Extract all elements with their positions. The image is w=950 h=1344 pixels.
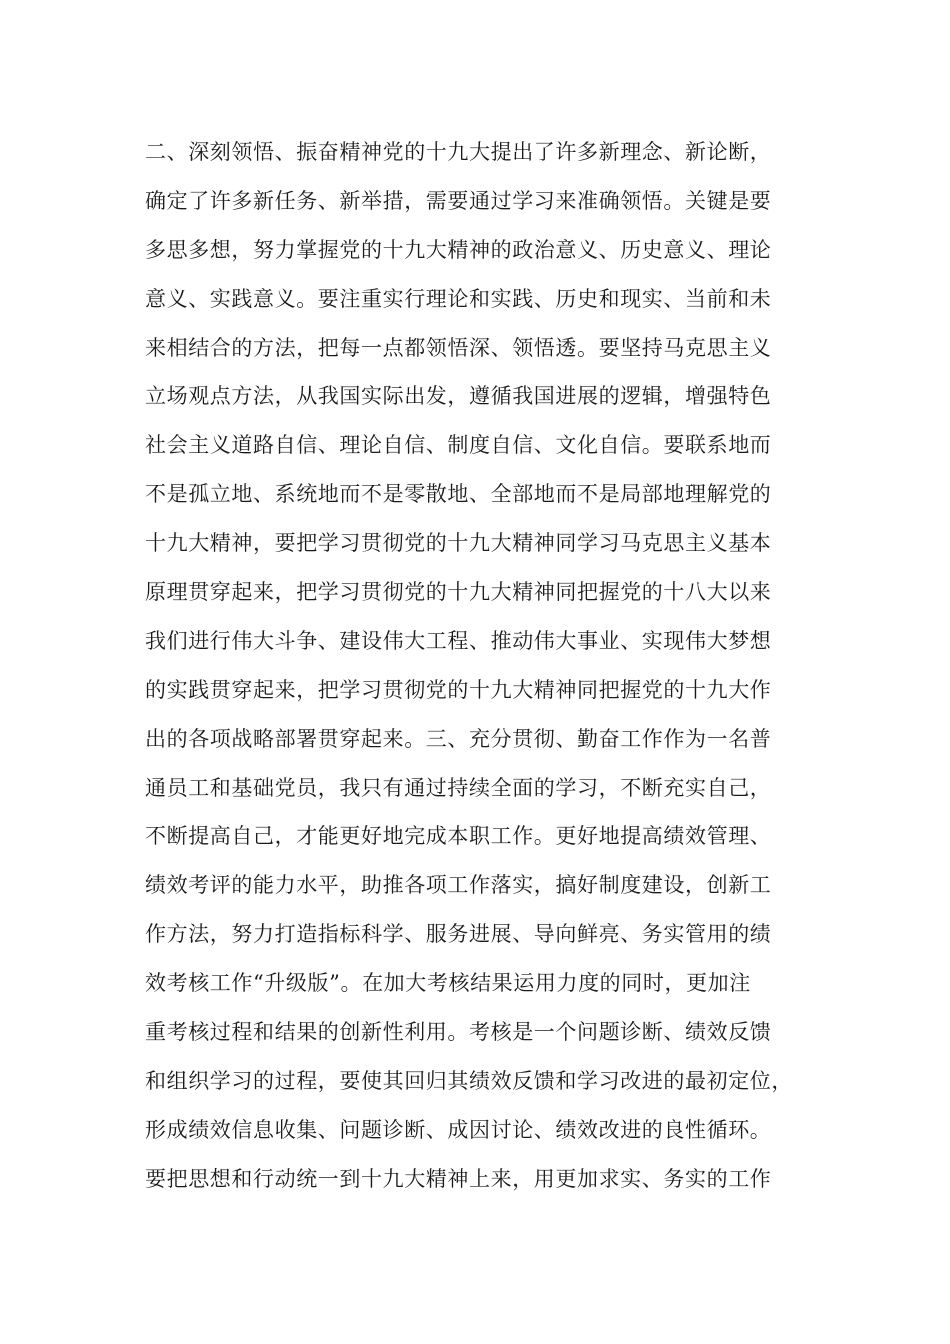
text-line: 来相结合的方法，把每一点都领悟深、领悟透。要坚持马克思主义 xyxy=(145,335,772,360)
text-line: 社会主义道路自信、理论自信、制度自信、文化自信。要联系地而 xyxy=(145,433,772,458)
text-line: 和组织学习的过程，要使其回归其绩效反馈和学习改进的最初定位， xyxy=(145,1068,793,1093)
text-line: 立场观点方法，从我国实际出发，遵循我国进展的逻辑，增强特色 xyxy=(145,384,772,409)
text-line: 意义、实践意义。要注重实行理论和实践、历史和现实、当前和未 xyxy=(145,286,772,311)
text-line: 形成绩效信息收集、问题诊断、成因讨论、绩效改进的良性循环。 xyxy=(145,1117,772,1142)
text-line: 不断提高自己，才能更好地完成本职工作。更好地提高绩效管理、 xyxy=(145,824,772,849)
text-line: 绩效考评的能力水平，助推各项工作落实，搞好制度建设，创新工 xyxy=(145,873,772,898)
text-line: 十九大精神，要把学习贯彻党的十九大精神同学习马克思主义基本 xyxy=(145,531,772,556)
text-line: 要把思想和行动统一到十九大精神上来，用更加求实、务实的工作 xyxy=(145,1166,772,1191)
text-line: 多思多想，努力掌握党的十九大精神的政治意义、历史意义、理论 xyxy=(145,237,772,262)
text-line: 出的各项战略部署贯穿起来。三、充分贯彻、勤奋工作作为一名普 xyxy=(145,726,772,751)
text-line: 效考核工作“升级版”。在加大考核结果运用力度的同时，更加注 xyxy=(145,971,751,996)
text-line: 原理贯穿起来，把学习贯彻党的十九大精神同把握党的十八大以来 xyxy=(145,580,772,605)
text-line: 不是孤立地、系统地而不是零散地、全部地而不是局部地理解党的 xyxy=(145,482,772,507)
body-paragraph xyxy=(145,128,845,1204)
text-line: 的实践贯穿起来，把学习贯彻党的十九大精神同把握党的十九大作 xyxy=(145,677,772,702)
text-line: 确定了许多新任务、新举措，需要通过学习来准确领悟。关键是要 xyxy=(145,188,772,213)
text-line: 重考核过程和结果的创新性利用。考核是一个问题诊断、绩效反馈 xyxy=(145,1020,772,1045)
text-line: 作方法，努力打造指标科学、服务进展、导向鲜亮、务实管用的绩 xyxy=(145,922,772,947)
text-line: 通员工和基础党员，我只有通过持续全面的学习，不断充实自己， xyxy=(145,775,772,800)
text-line: 我们进行伟大斗争、建设伟大工程、推动伟大事业、实现伟大梦想 xyxy=(145,628,772,653)
text-line: 二、深刻领悟、振奋精神党的十九大提出了许多新理念、新论断， xyxy=(145,140,772,164)
